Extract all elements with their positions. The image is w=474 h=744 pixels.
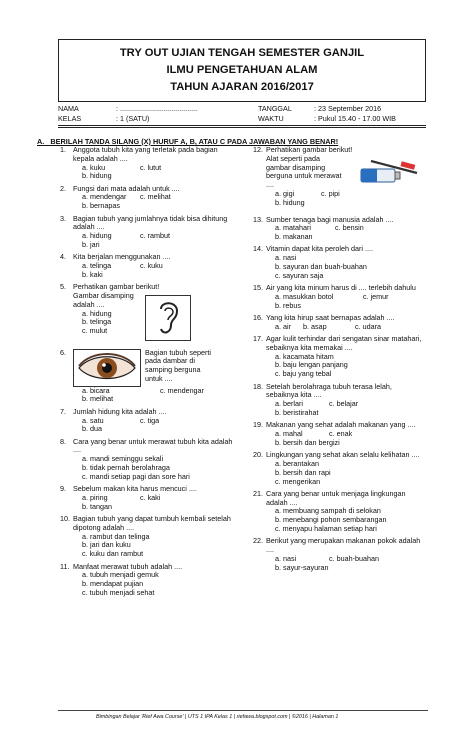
option: b. hidung xyxy=(275,197,305,207)
option: c. tubuh menjadi sehat xyxy=(82,587,155,597)
option: a. berlari xyxy=(275,399,303,409)
option: a. nasi xyxy=(275,553,297,563)
nama-value: : ....................................... xyxy=(116,104,198,113)
nama-label: NAMA xyxy=(58,104,79,113)
option: c. mendengar xyxy=(160,385,204,395)
option: b. mendapat pujian xyxy=(82,579,144,589)
question-19: 19. Makanan yang sehat adalah makanan yang .... a. mahal c. enak b. bersih dan bergizi xyxy=(253,421,423,447)
option: c. mulut xyxy=(82,326,108,336)
option: c. pipi xyxy=(321,188,340,198)
question-1: 1. Anggota tubuh kita yang terletak pada bagian kepala adalah .... a. kuku c. lutut b. hidung xyxy=(60,146,236,181)
option: a. berantakan xyxy=(275,458,319,468)
divider-top xyxy=(58,125,426,126)
question-15: 15. Air yang kita minum harus di .... terlebih dahulu a. masukkan botol c. jemur b. rebus xyxy=(253,284,423,310)
question-16: 16. Yang kita hirup saat bernapas adalah .... a. air b. asap c. udara xyxy=(253,312,395,331)
toothpaste-toothbrush-icon xyxy=(357,155,421,189)
option: c. enak xyxy=(329,429,353,439)
question-4: 4. Kita berjalan menggunakan .... a. telinga c. kuku b. kaki xyxy=(60,253,236,279)
tanggal-value: : 23 September 2016 xyxy=(314,104,382,113)
option: a. masukkan botol xyxy=(275,291,334,301)
option: c. buah-buahan xyxy=(329,553,379,563)
section-letter: A. xyxy=(37,137,45,146)
option: b. dua xyxy=(82,424,102,434)
option: b. sayur-sayuran xyxy=(275,562,329,572)
option: a. mendengar xyxy=(82,192,127,202)
question-21: 21. Cara yang benar untuk menjaga lingkungan adalah .... a. membuang sampah di selokan b. menebangi pohon sembarangan c. menyapu halaman setiap hari xyxy=(253,490,423,534)
question-8: 8. Cara yang benar untuk merawat tubuh kita adalah .... a. mandi seminggu sekali b. tidak pernah berolahraga c. mandi setiap pagi dan sore hari xyxy=(60,438,236,482)
option: a. telinga xyxy=(82,261,112,271)
option: b. jari xyxy=(82,239,100,249)
option: c. rambut xyxy=(140,231,170,241)
question-12: 12. Perhatikan gambar berikut! Alat seperti pada gambar disamping berguna untuk merawat .... a. gigi c. pipi b. hidung xyxy=(253,146,423,212)
kelas-label: KELAS xyxy=(58,113,82,123)
right-column xyxy=(253,146,423,576)
option: b. bersih dan rapi xyxy=(275,467,331,477)
header-line-3: TAHUN AJARAN 2016/2017 xyxy=(170,81,314,93)
header-line-1: TRY OUT UJIAN TENGAH SEMESTER GANJIL xyxy=(119,47,365,59)
option: b. melihat xyxy=(82,394,114,404)
option: a. tubuh menjadi gemuk xyxy=(82,570,159,580)
question-17: 17. Agar kulit terhindar dari sengatan sinar matahari, sebaiknya kita memakai .... a. kacamata hitam b. baju lengan panjang c. baju yang tebal xyxy=(253,334,422,379)
question-18: 18. Setelah berolahraga tubuh terasa lelah, sebaiknya kita .... a. berlari c. belajar b. beristirahat xyxy=(253,383,423,418)
option: c. kaki xyxy=(140,492,161,502)
option: b. tidak pernah berolahraga xyxy=(82,463,170,473)
option: b. menebangi pohon sembarangan xyxy=(275,515,387,525)
tanggal-label: TANGGAL xyxy=(258,104,292,113)
question-10: 10. Bagian tubuh yang dapat tumbuh kembali setelah dipotong adalah .... a. rambut dan telinga b. jari dan kuku c. kuku dan rambut xyxy=(60,515,236,559)
option: b. makanan xyxy=(275,232,313,242)
footer-divider xyxy=(58,710,428,711)
left-column xyxy=(60,146,236,601)
option: c. bensin xyxy=(335,223,364,233)
page-footer: Bimbingan Belajar 'Rief Awa Course' | UTS 1 IPA Kelas 1 | riefawa.blogspot.com | ©2016 | Halaman 1 xyxy=(96,714,339,720)
option: b. jari dan kuku xyxy=(82,540,131,550)
divider-top-2 xyxy=(58,127,426,128)
option: c. mengerikan xyxy=(275,476,321,486)
option: b. sayuran dan buah-buahan xyxy=(275,261,367,271)
option: a. piring xyxy=(82,492,108,502)
option: b. beristirahat xyxy=(275,407,319,417)
option: a. kuku xyxy=(82,162,106,172)
option: c. mandi setiap pagi dan sore hari xyxy=(82,471,190,481)
header-line-2: ILMU PENGETAHUAN ALAM xyxy=(166,64,318,76)
question-2: 2. Fungsi dari mata adalah untuk .... a. mendengar c. melihat b. bernapas xyxy=(60,185,236,211)
option: a. rambut dan telinga xyxy=(82,531,150,541)
option: a. air xyxy=(275,321,291,331)
option: c. kuku xyxy=(140,261,163,271)
option: c. jemur xyxy=(363,291,389,301)
question-3: 3. Bagian tubuh yang jumlahnya tidak bisa dihitung adalah .... a. hidung c. rambut b. jari xyxy=(60,215,236,250)
question-6: 6. Bagian tubuh seperti pada dambar di samping berguna untuk .... a. bicara c. mendengar b. melihat xyxy=(60,349,236,405)
option: a. mandi seminggu sekali xyxy=(82,454,164,464)
option: a. matahari xyxy=(275,223,311,233)
option: a. satu xyxy=(82,415,104,425)
question-9: 9. Sebelum makan kita harus mencuci .... a. piring c. kaki b. tangan xyxy=(60,485,236,511)
option: b. asap xyxy=(303,321,327,331)
waktu-value: : Pukul 15.40 - 17.00 WIB xyxy=(314,113,396,123)
option: b. hidung xyxy=(82,171,112,181)
option: b. baju lengan panjang xyxy=(275,360,348,370)
option: c. lutut xyxy=(140,162,162,172)
option: a. nasi xyxy=(275,253,297,263)
section-title: BERILAH TANDA SILANG (X) HURUF A, B, ATAU C PADA JAWABAN YANG BENAR! xyxy=(50,137,339,146)
option: c. menyapu halaman setiap hari xyxy=(275,524,377,533)
option: b. bersih dan bergizi xyxy=(275,437,340,447)
option: a. bicara xyxy=(82,385,110,395)
exam-header xyxy=(58,39,426,102)
option: a. mahal xyxy=(275,429,303,439)
option: a. hidung xyxy=(82,231,112,241)
option: a. gigi xyxy=(275,188,295,198)
option: c. kuku dan rambut xyxy=(82,549,144,559)
question-22: 22. Berikut yang merupakan makanan pokok adalah .... a. nasi c. buah-buahan b. sayur-sayuran xyxy=(253,537,423,572)
question-20: 20. Lingkungan yang sehat akan selalu kelihatan .... a. berantakan b. bersih dan rapi c. mengerikan xyxy=(253,451,423,486)
option: b. telinga xyxy=(82,317,112,327)
option: c. melihat xyxy=(140,192,171,202)
option: b. rebus xyxy=(275,300,301,310)
option: b. kaki xyxy=(82,269,103,279)
ear-icon xyxy=(145,295,191,341)
option: c. baju yang tebal xyxy=(275,369,332,379)
option: c. tiga xyxy=(140,415,160,425)
student-info xyxy=(58,104,198,123)
option: a. membuang sampah di selokan xyxy=(275,506,381,516)
question-11: 11. Manfaat merawat tubuh adalah .... a. tubuh menjadi gemuk b. mendapat pujian c. tubuh menjadi sehat xyxy=(60,563,236,598)
waktu-label: WAKTU xyxy=(258,113,284,123)
question-14: 14. Vitamin dapat kita peroleh dari .... a. nasi b. sayuran dan buah-buahan c. sayuran saja xyxy=(253,245,423,280)
option: a. kacamata hitam xyxy=(275,351,334,361)
option: b. bernapas xyxy=(82,201,120,211)
kelas-value: : 1 (SATU) xyxy=(116,113,150,123)
option: c. belajar xyxy=(329,399,359,409)
eye-icon xyxy=(73,349,141,387)
option: c. udara xyxy=(355,321,381,331)
option: c. sayuran saja xyxy=(275,270,324,280)
question-7: 7. Jumlah hidung kita adalah .... a. satu c. tiga b. dua xyxy=(60,408,236,434)
question-13: 13. Sumber tenaga bagi manusia adalah .... a. matahari c. bensin b. makanan xyxy=(253,216,423,242)
option: b. tangan xyxy=(82,501,112,511)
exam-info xyxy=(258,104,396,123)
question-5: 5. Perhatikan gambar berikut! Gambar disamping adalah .... a. hidung b. telinga c. mulut xyxy=(60,283,236,345)
option: a. hidung xyxy=(82,308,112,318)
